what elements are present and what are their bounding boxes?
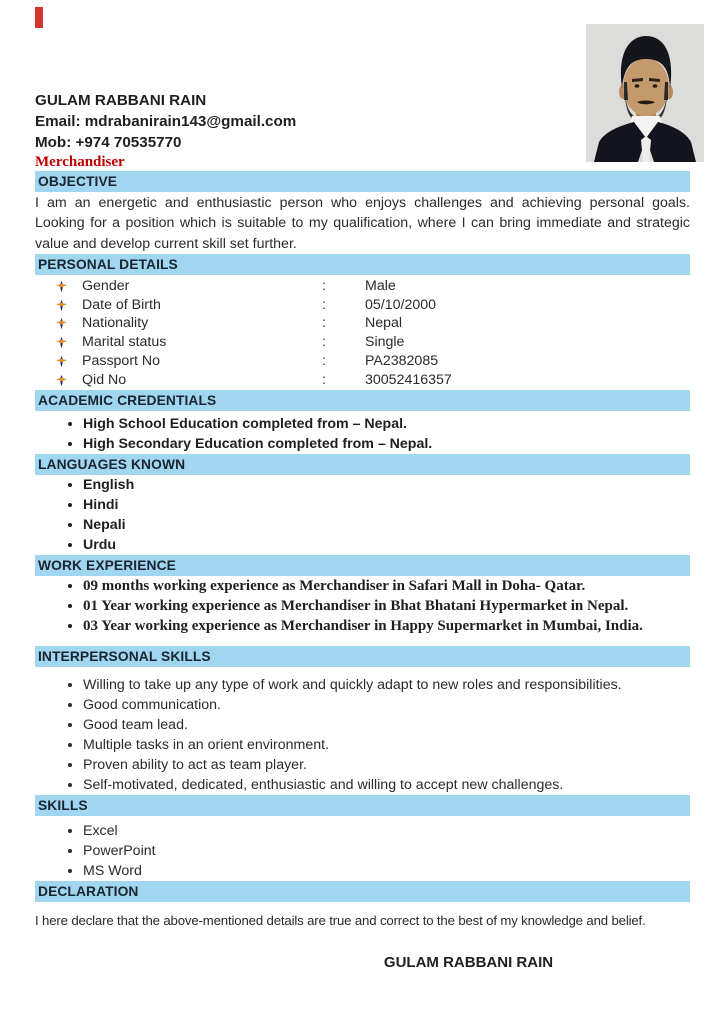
mobile-line: Mob: +974 70535770 [35, 134, 182, 151]
language-item: • Hindi [83, 495, 690, 515]
language-item: • English [83, 475, 690, 495]
objective-text: I am an energetic and enthusiastic person who enjoys challenges and achieving personal goals. Looking for a position which is suitable to my qualification, where I can bring immediate and strategic value and develop current skill set further. [35, 195, 690, 252]
detail-label: Nationality [82, 315, 149, 332]
arrow-bullet-icon [35, 300, 82, 311]
signature-block [35, 954, 690, 972]
section-header-objective: OBJECTIVE [35, 171, 690, 192]
section-header-declaration: DECLARATION [35, 881, 690, 902]
detail-value: Nepal [365, 315, 403, 332]
personal-detail-row [35, 352, 690, 371]
personal-detail-row [35, 277, 690, 296]
section-header-languages: LANGUAGES KNOWN [35, 454, 690, 475]
skills-list [35, 821, 690, 881]
section-header-personal-details: PERSONAL DETAILS [35, 254, 690, 275]
detail-separator: : [322, 315, 326, 332]
languages-list [35, 475, 690, 555]
declaration-text: I here declare that the above-mentioned details are true and correct to the best of my knowledge and belief. [35, 912, 646, 928]
detail-value: Single [365, 334, 405, 351]
detail-value: 05/10/2000 [365, 296, 437, 313]
page-content [0, 90, 724, 972]
signature-name: GULAM RABBANI RAIN [383, 953, 554, 971]
interpersonal-skill-item: • Good communication. [83, 695, 690, 715]
personal-detail-row [35, 296, 690, 315]
interpersonal-skills-list [35, 675, 690, 795]
personal-detail-row [35, 314, 690, 333]
academic-list [35, 414, 690, 454]
detail-value: 30052416357 [365, 371, 452, 388]
interpersonal-skill-item: • Proven ability to act as team player. [83, 755, 690, 775]
arrow-bullet-icon [35, 356, 82, 367]
skill-item: • Excel [83, 821, 690, 841]
skill-item: • MS Word [83, 861, 690, 881]
academic-item: • High Secondary Education completed from – Nepal. [83, 434, 690, 454]
detail-separator: : [322, 353, 326, 370]
interpersonal-skill-item: • Self-motivated, dedicated, enthusiastic and willing to accept new challenges. [83, 775, 690, 795]
interpersonal-skill-item: • Willing to take up any type of work and quickly adapt to new roles and responsibilities. [83, 675, 690, 695]
profile-photo [586, 24, 704, 162]
personal-detail-row [35, 371, 690, 390]
detail-label: Gender [82, 277, 130, 294]
detail-separator: : [322, 334, 326, 351]
arrow-bullet-icon [35, 375, 82, 386]
personal-detail-row [35, 333, 690, 352]
arrow-bullet-icon [35, 318, 82, 329]
section-header-work-experience: WORK EXPERIENCE [35, 555, 690, 576]
email-line: Email: mdrabanirain143@gmail.com [35, 113, 297, 130]
red-corner-mark [35, 7, 43, 28]
detail-value: PA2382085 [365, 353, 439, 370]
arrow-bullet-icon [35, 337, 82, 348]
interpersonal-skill-item: • Good team lead. [83, 715, 690, 735]
work-experience-list [35, 576, 690, 636]
academic-item: • High School Education completed from – Nepal. [83, 414, 690, 434]
work-experience-item: • 01 Year working experience as Merchandiser in Bhat Bhatani Hypermarket in Nepal. [83, 596, 690, 616]
detail-label: Passport No [82, 353, 161, 370]
job-title: Merchandiser [35, 154, 125, 170]
personal-details-list [35, 277, 690, 390]
skill-item: • PowerPoint [83, 841, 690, 861]
section-header-academic: ACADEMIC CREDENTIALS [35, 390, 690, 411]
detail-separator: : [322, 277, 326, 294]
arrow-bullet-icon [35, 281, 82, 292]
section-header-interpersonal: INTERPERSONAL SKILLS [35, 646, 690, 667]
work-experience-item: • 09 months working experience as Merchandiser in Safari Mall in Doha- Qatar. [83, 576, 690, 596]
interpersonal-skill-item: • Multiple tasks in an orient environment. [83, 735, 690, 755]
detail-separator: : [322, 371, 326, 388]
work-experience-item: • 03 Year working experience as Merchandiser in Happy Supermarket in Mumbai, India. [83, 616, 690, 636]
person-portrait-icon [586, 24, 704, 162]
detail-label: Date of Birth [82, 296, 161, 313]
detail-separator: : [322, 296, 326, 313]
language-item: • Nepali [83, 515, 690, 535]
section-header-skills: SKILLS [35, 795, 690, 816]
candidate-name: GULAM RABBANI RAIN [35, 92, 207, 109]
detail-value: Male [365, 277, 396, 294]
detail-label: Marital status [82, 334, 167, 351]
detail-label: Qid No [82, 371, 127, 388]
language-item: • Urdu [83, 535, 690, 555]
